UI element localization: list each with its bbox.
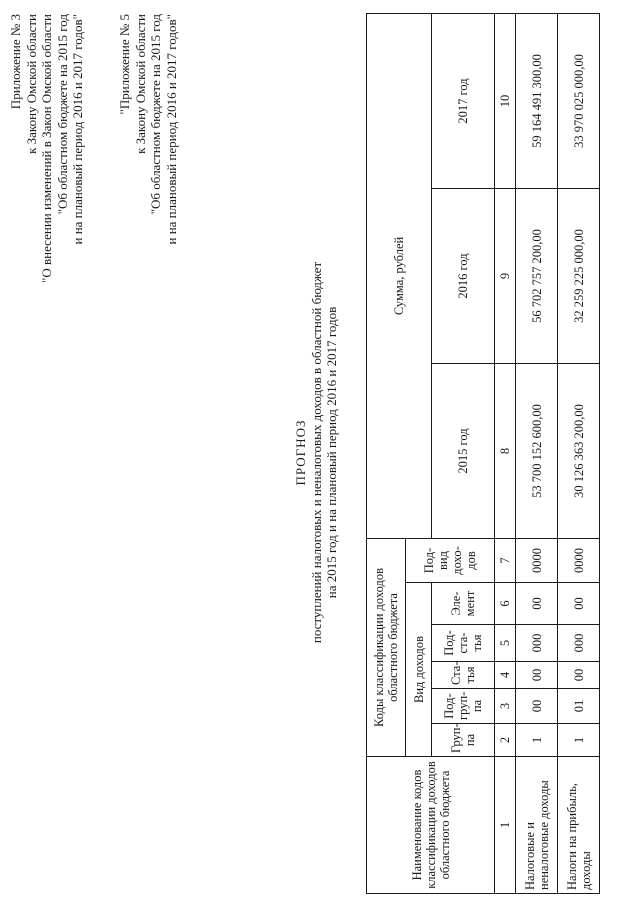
appendix-5-line: "Об областном бюджете на 2015 год <box>148 14 163 215</box>
revenue-forecast-table <box>366 13 600 894</box>
table-row <box>558 13 600 893</box>
row-subtype: 0000 <box>516 538 558 582</box>
row-name: Налоговые и неналоговые доходы <box>516 757 558 894</box>
row-subarticle: 000 <box>516 625 558 662</box>
column-number: 3 <box>495 689 516 724</box>
row-article: 00 <box>516 662 558 689</box>
appendix-3-line: к Закону Омской области <box>23 14 39 154</box>
header-group: Груп-па <box>432 724 495 757</box>
header-subarticle: Под-ста-тья <box>432 625 495 662</box>
row-amount-2015: 53 700 152 600,00 <box>516 363 558 538</box>
column-number: 9 <box>495 188 516 363</box>
row-element: 00 <box>516 583 558 625</box>
column-number: 5 <box>495 625 516 662</box>
row-group: 1 <box>516 724 558 757</box>
row-subgroup: 00 <box>516 689 558 724</box>
appendix-5-line: к Закону Омской области <box>132 14 148 154</box>
header-article: Ста-тья <box>432 662 495 689</box>
appendix-5-line: и на плановый период 2016 и 2017 годов" <box>163 14 179 245</box>
title-line: поступлений налоговых и неналоговых доходов в областной бюджет <box>309 261 324 644</box>
header-name: Наименование кодов классификации доходов областного бюджета <box>367 757 495 894</box>
header-2016: 2016 год <box>432 188 495 363</box>
header-amount: Сумма, рублей <box>367 13 432 538</box>
header-income-type: Вид доходов <box>406 583 432 757</box>
row-name: Налоги на прибыль, доходы <box>558 757 600 894</box>
header-2015: 2015 год <box>432 363 495 538</box>
appendix-3-line: Приложение № 3 <box>8 14 23 110</box>
row-amount-2016: 56 702 757 200,00 <box>516 188 558 363</box>
row-subgroup: 01 <box>558 689 600 724</box>
header-2017: 2017 год <box>432 13 495 188</box>
document-title <box>293 0 339 905</box>
appendix-3-note <box>8 14 86 283</box>
header-codes: Коды классификации доходов областного бюджета <box>367 538 406 756</box>
title-line: на 2015 год и на плановый период 2016 и 2017 годов <box>324 306 339 599</box>
row-amount-2016: 32 259 225 000,00 <box>558 188 600 363</box>
column-number-row <box>495 13 516 893</box>
row-amount-2015: 30 126 363 200,00 <box>558 363 600 538</box>
row-amount-2017: 33 970 025 000,00 <box>558 13 600 188</box>
header-subgroup: Под-груп-па <box>432 689 495 724</box>
column-number: 7 <box>495 538 516 582</box>
header-element: Эле-мент <box>432 583 495 625</box>
row-group: 1 <box>558 724 600 757</box>
title-main: ПРОГНОЗ <box>293 419 308 486</box>
appendix-3-line: "О внесении изменений в Закон Омской области <box>39 14 54 283</box>
appendix-5-note <box>117 14 179 245</box>
column-number: 10 <box>495 13 516 188</box>
column-number: 1 <box>495 757 516 894</box>
row-amount-2017: 59 164 491 300,00 <box>516 13 558 188</box>
column-number: 8 <box>495 363 516 538</box>
appendix-3-line: "Об областном бюджете на 2015 год <box>54 14 70 215</box>
row-subtype: 0000 <box>558 538 600 582</box>
column-number: 4 <box>495 662 516 689</box>
column-number: 6 <box>495 583 516 625</box>
column-number: 2 <box>495 724 516 757</box>
appendix-5-line: "Приложение № 5 <box>117 14 132 115</box>
header-subtype: Под-вид дохо-дов <box>406 538 495 582</box>
row-subarticle: 000 <box>558 625 600 662</box>
table-row <box>516 13 558 893</box>
appendix-3-line: и на плановый период 2016 и 2017 годов" <box>70 14 85 245</box>
row-element: 00 <box>558 583 600 625</box>
row-article: 00 <box>558 662 600 689</box>
